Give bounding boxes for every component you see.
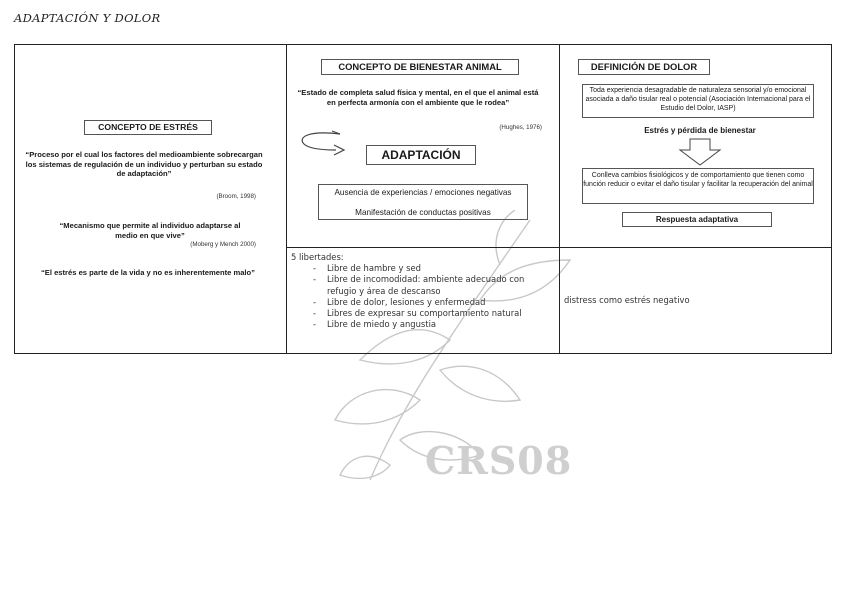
down-arrow-icon bbox=[676, 138, 724, 166]
list-item: - Libre de miedo y angustia bbox=[291, 319, 547, 330]
watermark-text: CRS08 bbox=[425, 438, 573, 483]
column-divider bbox=[286, 45, 287, 353]
row-divider bbox=[286, 247, 832, 248]
stress-quote-3: “El estrés es parte de la vida y no es inherentemente malo” bbox=[41, 268, 255, 277]
stress-quote-1: “Proceso por el cual los factores del medioambiente sobrecargan los sistemas de regulación de un individuo y perturban su estado de adaptación” bbox=[25, 150, 263, 178]
freedoms-title: 5 libertades: bbox=[291, 252, 344, 262]
distress-note: distress como estrés negativo bbox=[564, 295, 690, 305]
welfare-cite: (Hughes, 1976) bbox=[499, 124, 542, 131]
pain-changes: Conlleva cambios fisiológicos y de comportamiento que tienen como función reducir o evitar el daño tisular y facilitar la recuperación del animal bbox=[582, 168, 814, 204]
stress-loss-label: Estrés y pérdida de bienestar bbox=[644, 126, 756, 135]
cycle-arrow-icon bbox=[296, 128, 352, 162]
stress-quote-2: “Mecanismo que permite al individuo adaptarse al medio en que vive” bbox=[59, 221, 241, 240]
stress-cite-1: (Broom, 1998) bbox=[216, 193, 256, 200]
list-item: - Libre de dolor, lesiones y enfermedad bbox=[291, 297, 547, 308]
column-divider bbox=[559, 45, 560, 353]
adaptation-box: ADAPTACIÓN bbox=[366, 145, 476, 165]
page-title: ADAPTACIÓN Y DOLOR bbox=[14, 11, 161, 25]
adaptive-response-box: Respuesta adaptativa bbox=[622, 212, 772, 227]
freedoms-list bbox=[291, 252, 547, 330]
pain-definition: Toda experiencia desagradable de naturaleza sensorial y/o emocional asociada a daño tisular real o potencial (Asociación Internacional para el Estudio del Dolor, IASP) bbox=[582, 84, 814, 118]
list-item: - Libre de incomodidad: ambiente adecuado con refugio y área de descanso bbox=[291, 274, 547, 296]
welfare-line-2: Manifestación de conductas positivas bbox=[355, 208, 491, 217]
stress-cite-2: (Moberg y Mench 2000) bbox=[190, 241, 256, 248]
pain-heading: DEFINICIÓN DE DOLOR bbox=[578, 59, 710, 75]
welfare-line-1: Ausencia de experiencias / emociones negativas bbox=[334, 188, 512, 197]
welfare-heading: CONCEPTO DE BIENESTAR ANIMAL bbox=[321, 59, 519, 75]
list-item: - Libres de expresar su comportamiento natural bbox=[291, 308, 547, 319]
stress-heading: CONCEPTO DE ESTRÉS bbox=[84, 120, 212, 135]
welfare-quote: “Estado de completa salud física y mental, en el que el animal está en perfecta armonía con el ambiente que le rodea” bbox=[297, 88, 539, 107]
list-item: - Libre de hambre y sed bbox=[291, 263, 547, 274]
